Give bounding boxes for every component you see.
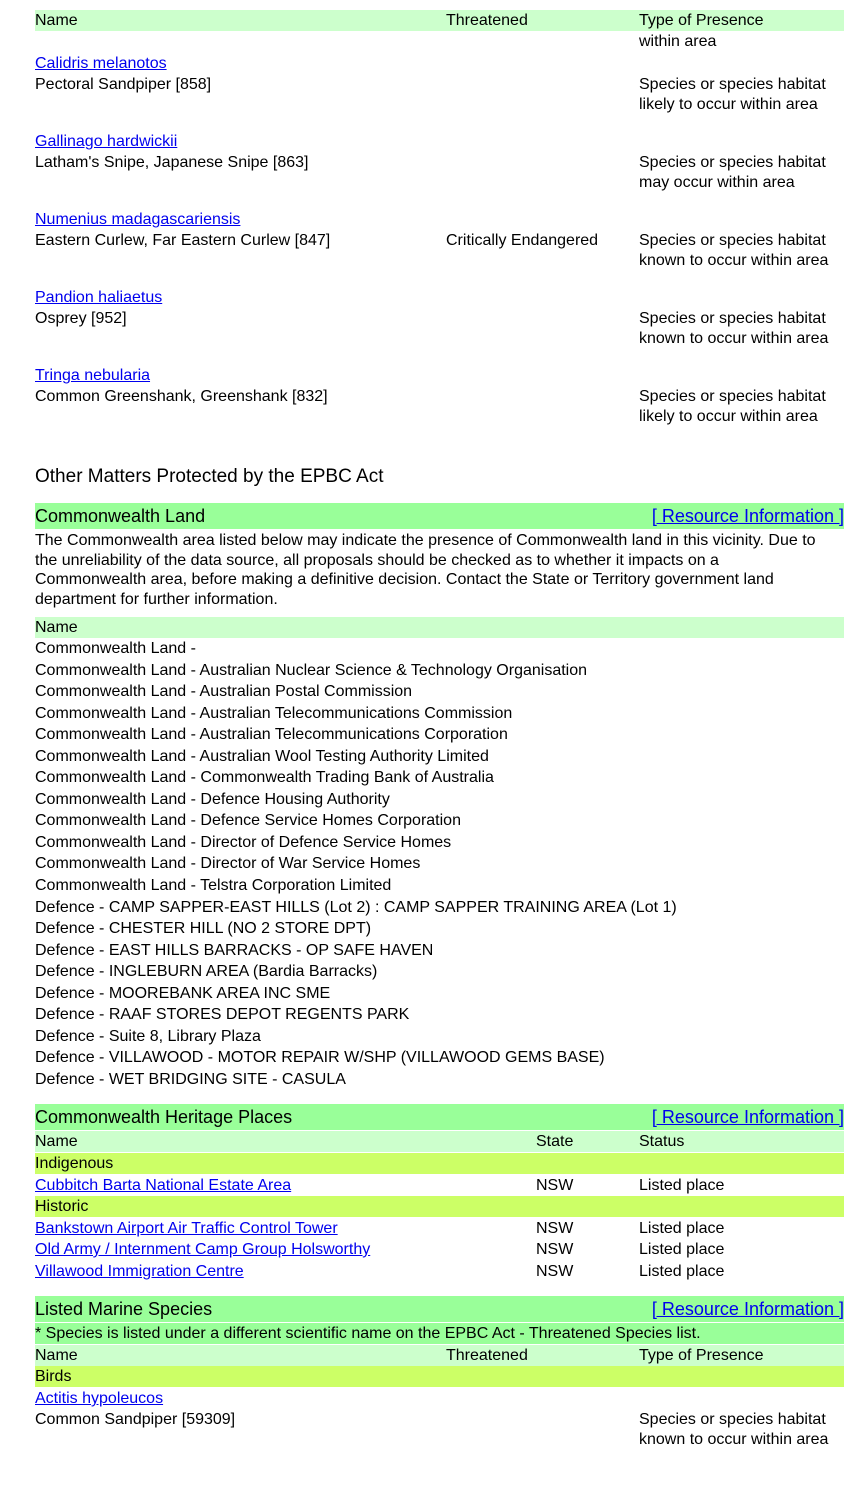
species-presence: Species or species habitat likely to occur within area (639, 388, 826, 425)
marine-species-sci-row (35, 1388, 844, 1409)
resource-information-link[interactable]: [ Resource Information ] (651, 506, 844, 526)
heritage-place-link[interactable]: Old Army / Internment Camp Group Holsworthy (35, 1241, 371, 1258)
species-common-name: Common Greenshank, Greenshank [832] (35, 388, 328, 405)
commonwealth-land-item: Commonwealth Land - Director of Defence Service Homes (35, 833, 452, 851)
marine-group-birds: Birds (35, 1366, 844, 1387)
commonwealth-land-item: Commonwealth Land - Defence Service Homes Corporation (35, 812, 461, 830)
species-common-row (35, 230, 844, 269)
species-link[interactable]: Numenius madagascariensis (35, 211, 241, 228)
commonwealth-land-description: The Commonwealth area listed below may indicate the presence of Commonwealth land in this vicinity. Due to the unreliability of the data source, all proposals should be checked as to whether it impacts on a Commonwealth area, before making a definitive decision. Contact the State or Territory government land department for further information. (35, 532, 816, 608)
species-common-row (35, 308, 844, 347)
commonwealth-land-item: Defence - RAAF STORES DEPOT REGENTS PARK (35, 1006, 410, 1024)
species-sci-row (35, 131, 844, 152)
species-common-name: Osprey [952] (35, 310, 127, 327)
col-presence-header: Type of Presence (639, 12, 764, 29)
col-name-header: Name (35, 12, 78, 29)
commonwealth-land-item: Defence - Suite 8, Library Plaza (35, 1027, 261, 1045)
commonwealth-land-item: Defence - CAMP SAPPER-EAST HILLS (Lot 2) : CAMP SAPPER TRAINING AREA (Lot 1) (35, 898, 677, 916)
commonwealth-land-item: Commonwealth Land - Telstra Corporation Limited (35, 877, 392, 895)
commonwealth-land-item: Defence - MOOREBANK AREA INC SME (35, 984, 331, 1002)
species-link[interactable]: Pandion haliaetus (35, 289, 163, 306)
commonwealth-land-item: Defence - WET BRIDGING SITE - CASULA (35, 1070, 346, 1088)
species-presence: Species or species habitat known to occur within area (639, 1411, 829, 1448)
col-threatened-header: Threatened (446, 12, 528, 29)
species-link[interactable]: Tringa nebularia (35, 367, 151, 384)
heritage-row: Cubbitch Barta National Estate Area NSW Listed place (35, 1177, 725, 1194)
heritage-place-link[interactable]: Cubbitch Barta National Estate Area (35, 1177, 292, 1194)
carry-over-row: within area (639, 33, 717, 50)
resource-information-link[interactable]: [ Resource Information ] (651, 1299, 844, 1319)
species-common-name: Common Sandpiper [59309] (35, 1411, 236, 1428)
commonwealth-land-item: Commonwealth Land - Australian Postal Commission (35, 683, 413, 701)
commonwealth-land-item: Defence - INGLEBURN AREA (Bardia Barracks) (35, 963, 378, 981)
species-common-name: Pectoral Sandpiper [858] (35, 76, 212, 93)
species-presence: Species or species habitat may occur within area (639, 154, 826, 191)
commonwealth-land-name-header: Name (35, 617, 844, 638)
species-presence: Species or species habitat known to occur within area (639, 310, 829, 347)
commonwealth-land-item: Commonwealth Land - Australian Telecommunications Commission (35, 704, 513, 722)
commonwealth-land-item: Defence - CHESTER HILL (NO 2 STORE DPT) (35, 920, 372, 938)
species-common-row (35, 386, 844, 425)
species-sci-row (35, 365, 844, 386)
commonwealth-land-item: Commonwealth Land - Commonwealth Trading Bank of Australia (35, 769, 494, 787)
commonwealth-land-item: Commonwealth Land - Defence Housing Authority (35, 790, 390, 808)
marine-species-header (35, 1296, 844, 1322)
commonwealth-land-item: Commonwealth Land - Australian Wool Testing Authority Limited (35, 747, 489, 765)
species-common-row (35, 152, 844, 191)
species-presence: Species or species habitat likely to occur within area (639, 76, 826, 113)
commonwealth-land-item: Defence - VILLAWOOD - MOTOR REPAIR W/SHP (VILLAWOOD GEMS BASE) (35, 1049, 605, 1067)
marine-species-note: * Species is listed under a different scientific name on the EPBC Act - Threatened Species list. (35, 1323, 844, 1344)
species-threatened: Critically Endangered (446, 232, 599, 249)
species-link[interactable]: Actitis hypoleucos (35, 1390, 164, 1407)
species-link[interactable]: Gallinago hardwickii (35, 133, 178, 150)
species-presence: Species or species habitat known to occur within area (639, 232, 829, 269)
resource-information-link[interactable]: [ Resource Information ] (651, 1107, 844, 1127)
marine-species-common-row (35, 1409, 844, 1448)
commonwealth-land-item: Commonwealth Land - Australian Nuclear Science & Technology Organisation (35, 661, 588, 679)
commonwealth-land-item: Commonwealth Land - (35, 640, 196, 657)
commonwealth-land-item: Defence - EAST HILLS BARRACKS - OP SAFE HAVEN (35, 941, 434, 959)
species-sci-row (35, 53, 844, 74)
other-matters-title: Other Matters Protected by the EPBC Act (35, 466, 384, 487)
heritage-row: Villawood Immigration Centre NSW Listed place (35, 1263, 725, 1280)
commonwealth-land-list (35, 638, 844, 1090)
species-sci-row (35, 209, 844, 230)
heritage-column-header: Name State Status (35, 1131, 844, 1152)
commonwealth-land-item: Commonwealth Land - Director of War Service Homes (35, 855, 421, 873)
heritage-places-header (35, 1104, 844, 1130)
marine-column-header: Name Threatened Type of Presence (35, 1345, 844, 1366)
commonwealth-land-header (35, 503, 844, 529)
species-common-name: Latham's Snipe, Japanese Snipe [863] (35, 154, 309, 171)
species-common-name: Eastern Curlew, Far Eastern Curlew [847] (35, 232, 331, 249)
heritage-group-indigenous: Indigenous (35, 1153, 844, 1174)
species-sci-row (35, 287, 844, 308)
commonwealth-land-item: Commonwealth Land - Australian Telecommunications Corporation (35, 726, 508, 744)
heritage-group-historic: Historic (35, 1196, 844, 1217)
heritage-row: Old Army / Internment Camp Group Holsworthy NSW Listed place (35, 1241, 725, 1258)
heritage-place-link[interactable]: Villawood Immigration Centre (35, 1263, 244, 1280)
heritage-place-link[interactable]: Bankstown Airport Air Traffic Control Tower (35, 1220, 338, 1237)
species-common-row (35, 74, 844, 113)
species-table-header (35, 10, 844, 31)
commonwealth-land-title: Commonwealth Land (35, 506, 206, 526)
heritage-row: Bankstown Airport Air Traffic Control Tower NSW Listed place (35, 1220, 725, 1237)
marine-species-title: Listed Marine Species (35, 1299, 213, 1319)
heritage-places-title: Commonwealth Heritage Places (35, 1107, 293, 1127)
species-link[interactable]: Calidris melanotos (35, 55, 167, 72)
